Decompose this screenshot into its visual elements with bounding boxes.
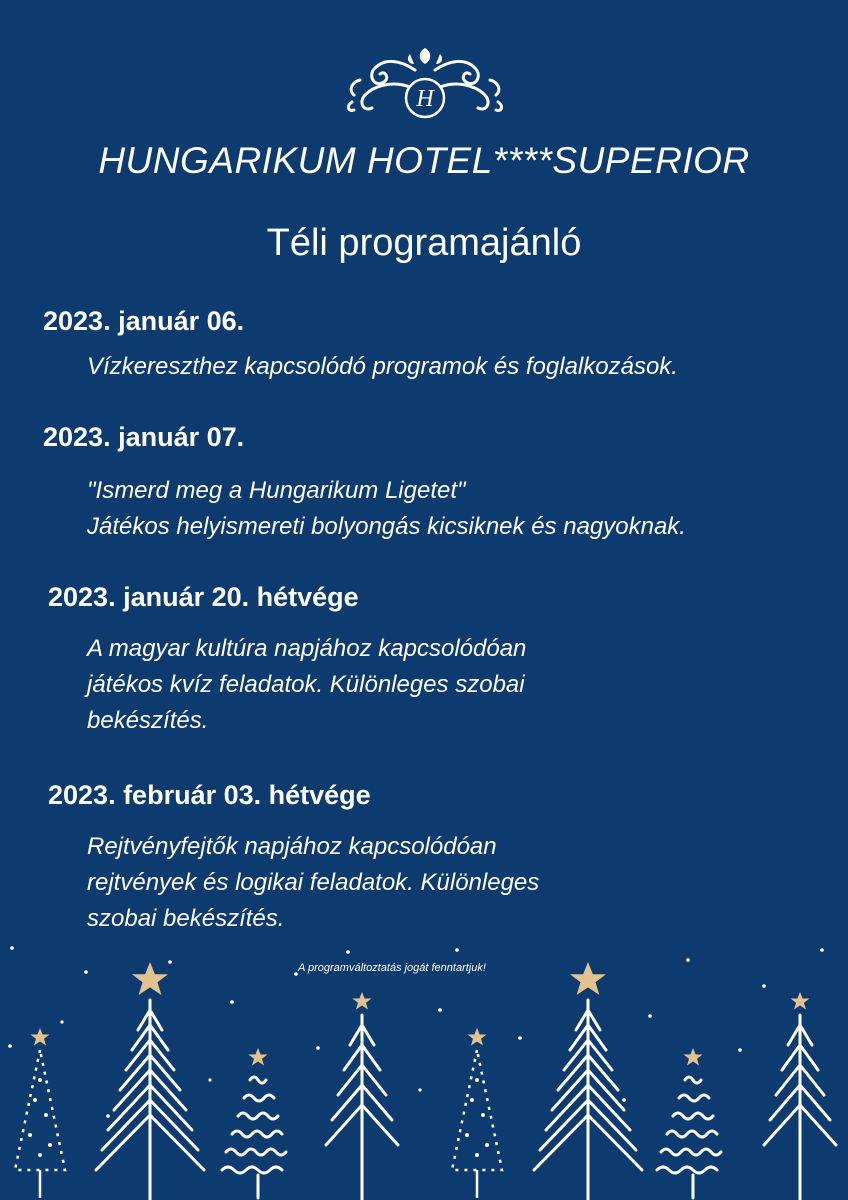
star-icon (31, 1028, 50, 1046)
disclaimer: A programváltoztatás jogát fenntartjuk! (298, 962, 486, 974)
event-description: Vízkereszthez kapcsolódó programok és foglalkozások. (87, 353, 678, 380)
event-date: 2023. január 20. hétvége (48, 582, 359, 612)
event-date: 2023. január 06. (43, 306, 245, 336)
christmas-tree-scene (0, 940, 848, 1200)
star-icon (791, 992, 810, 1010)
star-icon (468, 1028, 487, 1046)
star-icon (353, 992, 372, 1010)
page-title: Téli programajánló (266, 222, 582, 264)
star-icon (132, 962, 168, 995)
star-icon (249, 1048, 268, 1066)
event-date: 2023. január 07. (43, 422, 245, 452)
event-description: "Ismerd meg a Hungarikum Ligetet" Játékos helyismereti bolyongás kicsiknek és nagyoknak. (87, 477, 686, 540)
logo-monogram: H (416, 86, 434, 112)
star-icon (684, 1048, 703, 1066)
hotel-logo (340, 40, 510, 130)
event-description: A magyar kultúra napjához kapcsolódóan játékos kvíz feladatok. Különleges szobai bekészítés. (87, 635, 527, 734)
event-description: Rejtvényfejtők napjához kapcsolódóan rejtvények és logikai feladatok. Különleges szobai bekészítés. (87, 833, 540, 932)
star-icon (570, 962, 606, 995)
event-date: 2023. február 03. hétvége (48, 780, 371, 810)
hotel-name: HUNGARIKUM HOTEL****SUPERIOR (98, 140, 750, 181)
